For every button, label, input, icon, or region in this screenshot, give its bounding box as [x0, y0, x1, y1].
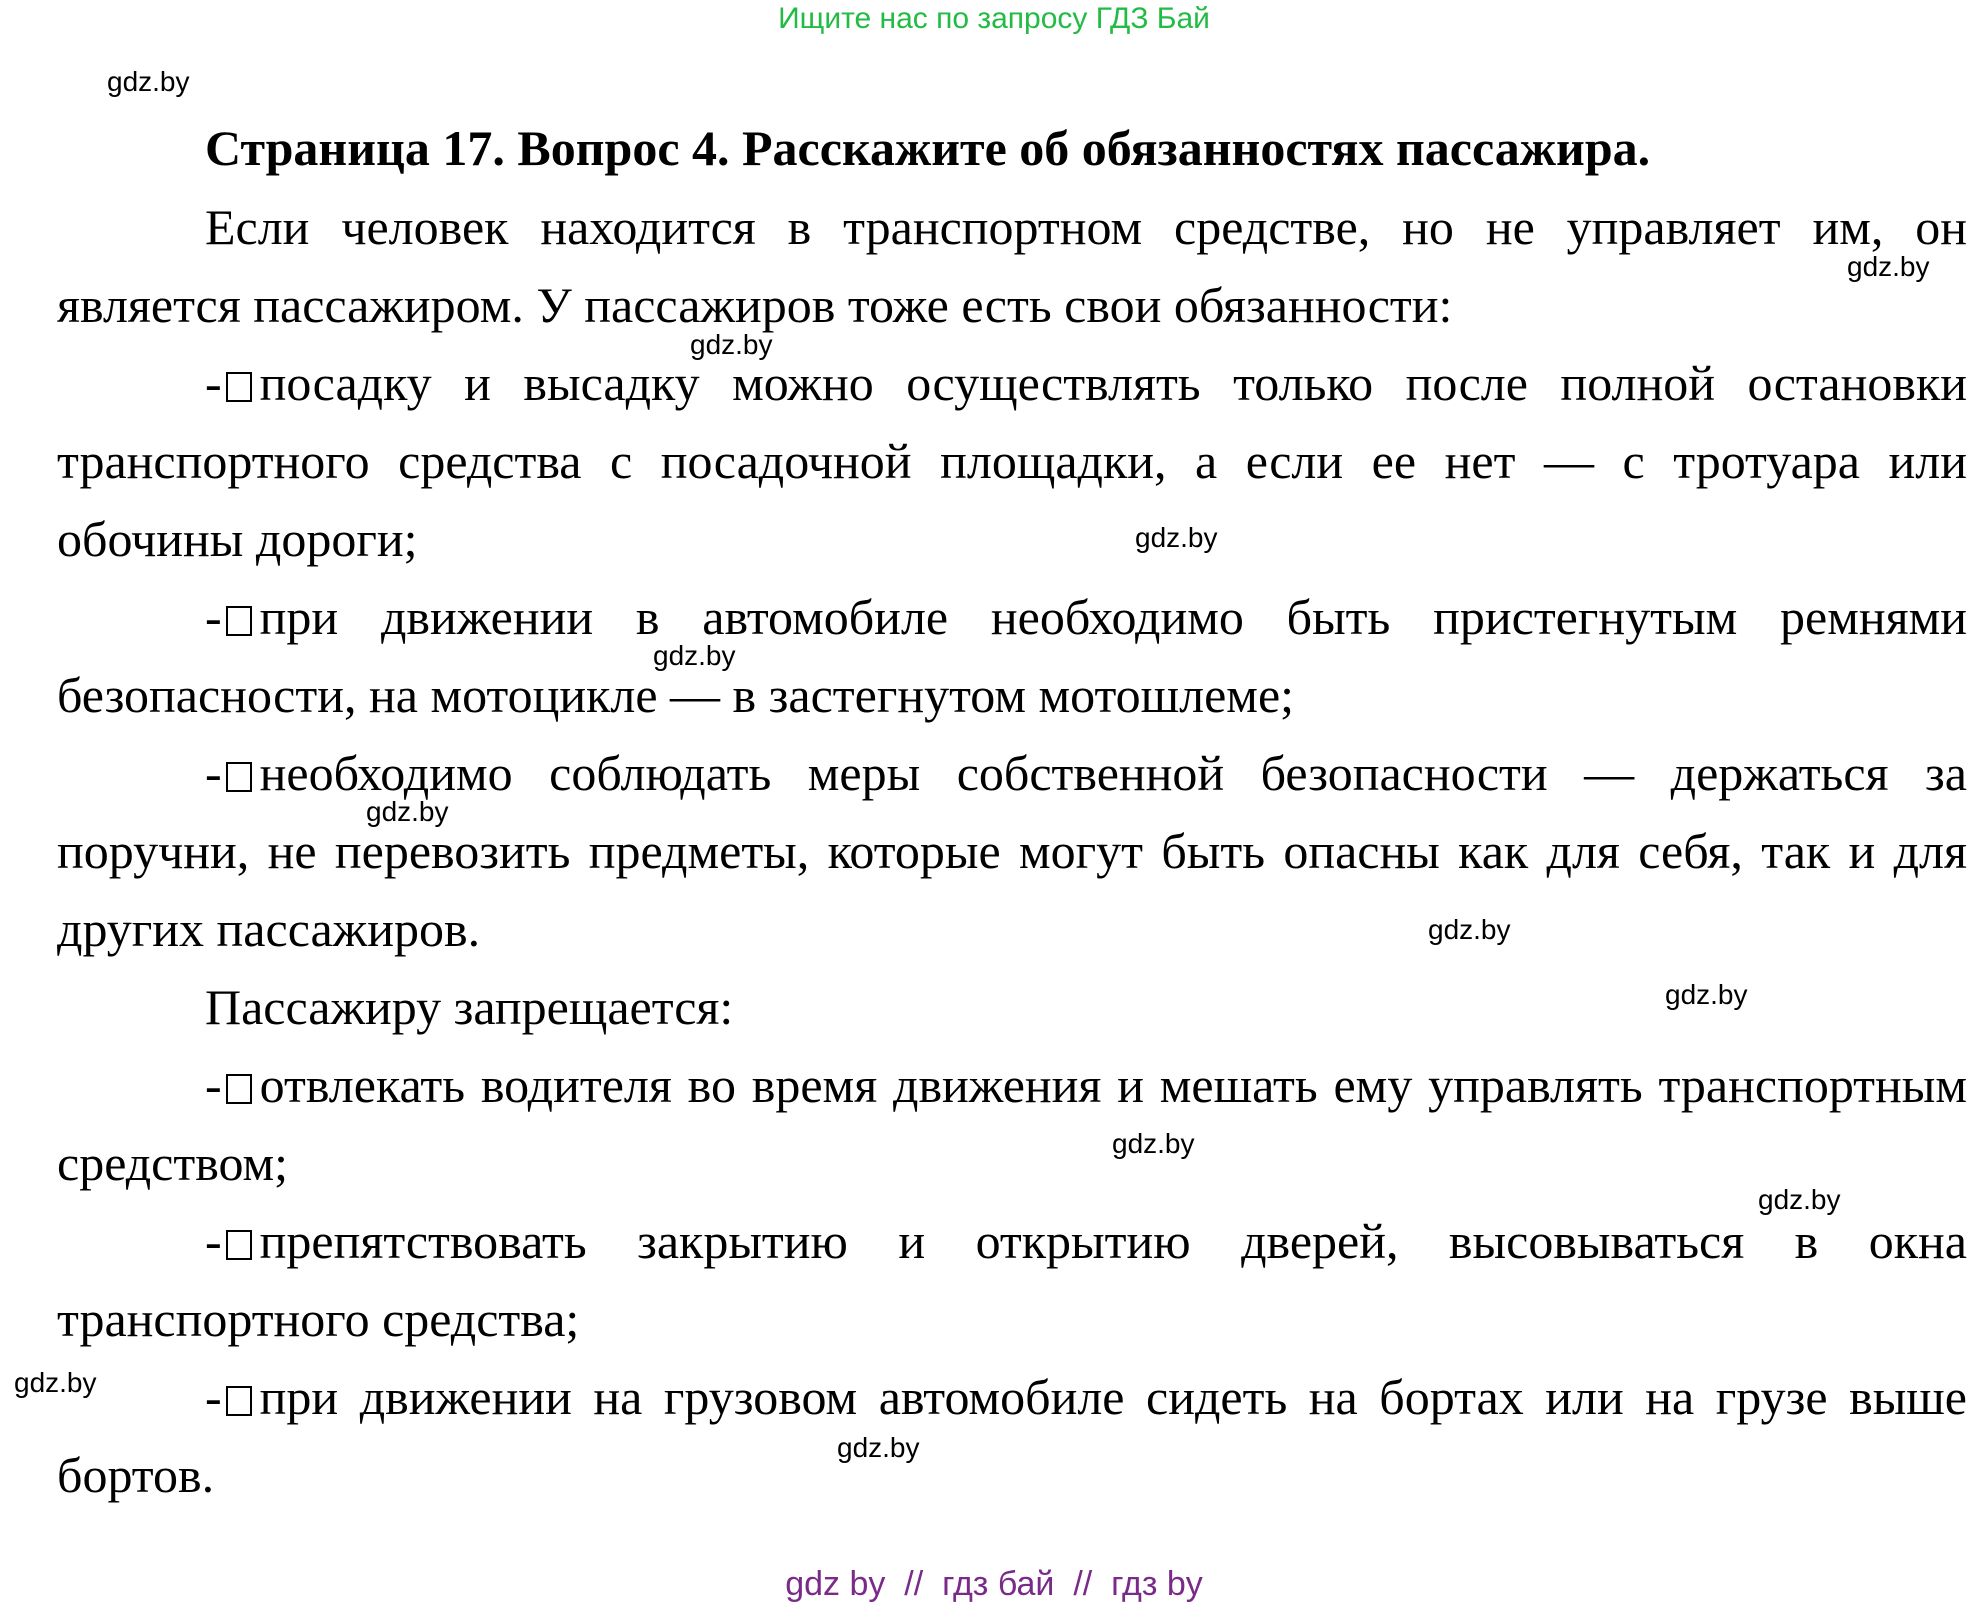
bullet-dash: -: [205, 1213, 222, 1269]
duty-item: [57, 578, 1967, 734]
prohibited-item: [57, 1046, 1967, 1202]
duty-text: необходимо соблюдать меры собственной безопасности — держаться за поручни, не перевозить предметы, которые могут быть опасны как для себя, так и для других пассажиров.: [57, 745, 1967, 957]
prohibited-text: препятствовать закрытию и открытию дверей, высовываться в окна транспортного средства;: [57, 1213, 1967, 1347]
checkbox-glyph-icon: [226, 1074, 252, 1104]
checkbox-glyph-icon: [226, 372, 252, 402]
watermark: gdz.by: [1847, 251, 1930, 282]
bullet-dash: -: [205, 1369, 222, 1425]
watermark: gdz.by: [107, 66, 190, 97]
prohibited-heading: Пассажиру запрещается:: [205, 979, 734, 1035]
watermark: gdz.by: [1758, 1184, 1841, 1215]
answer-text: [57, 188, 1967, 1514]
prohibited-text: при движении на грузовом автомобиле сидеть на бортах или на грузе выше бортов.: [57, 1369, 1967, 1503]
intro-paragraph: Если человек находится в транспортном средстве, но не управляет им, он является пассажиром. У пассажиров тоже есть свои обязанности:: [57, 199, 1967, 333]
bullet-dash: -: [205, 1057, 222, 1113]
duty-text: посадку и высадку можно осуществлять только после полной остановки транспортного средства с посадочной площадки, а если ее нет — с тротуара или обочины дороги;: [57, 355, 1967, 567]
watermark: gdz.by: [690, 329, 773, 360]
watermark: gdz.by: [1665, 979, 1748, 1010]
checkbox-glyph-icon: [226, 1230, 252, 1260]
footer-links: gdz by // гдз бай // гдз by: [785, 1565, 1203, 1603]
checkbox-glyph-icon: [226, 1386, 252, 1416]
watermark: gdz.by: [14, 1367, 97, 1398]
watermark: gdz.by: [653, 640, 736, 671]
watermark: gdz.by: [366, 796, 449, 827]
bullet-dash: -: [205, 355, 222, 411]
top-banner: Ищите нас по запросу ГДЗ Бай: [778, 2, 1210, 35]
duty-item: [57, 734, 1967, 968]
bullet-dash: -: [205, 745, 222, 801]
prohibited-text: отвлекать водителя во время движения и мешать ему управлять транспортным средством;: [57, 1057, 1967, 1191]
watermark: gdz.by: [1135, 522, 1218, 553]
watermark: gdz.by: [837, 1432, 920, 1463]
page-title: Страница 17. Вопрос 4. Расскажите об обязанностях пассажира.: [205, 120, 1651, 176]
prohibited-item: [57, 1358, 1967, 1514]
duty-item: [57, 344, 1967, 578]
prohibited-item: [57, 1202, 1967, 1358]
checkbox-glyph-icon: [226, 762, 252, 792]
watermark: gdz.by: [1428, 914, 1511, 945]
watermark: gdz.by: [1112, 1128, 1195, 1159]
checkbox-glyph-icon: [226, 606, 252, 636]
duty-text: при движении в автомобиле необходимо быть пристегнутым ремнями безопасности, на мотоцикле — в застегнутом мотошлеме;: [57, 589, 1967, 723]
bullet-dash: -: [205, 589, 222, 645]
